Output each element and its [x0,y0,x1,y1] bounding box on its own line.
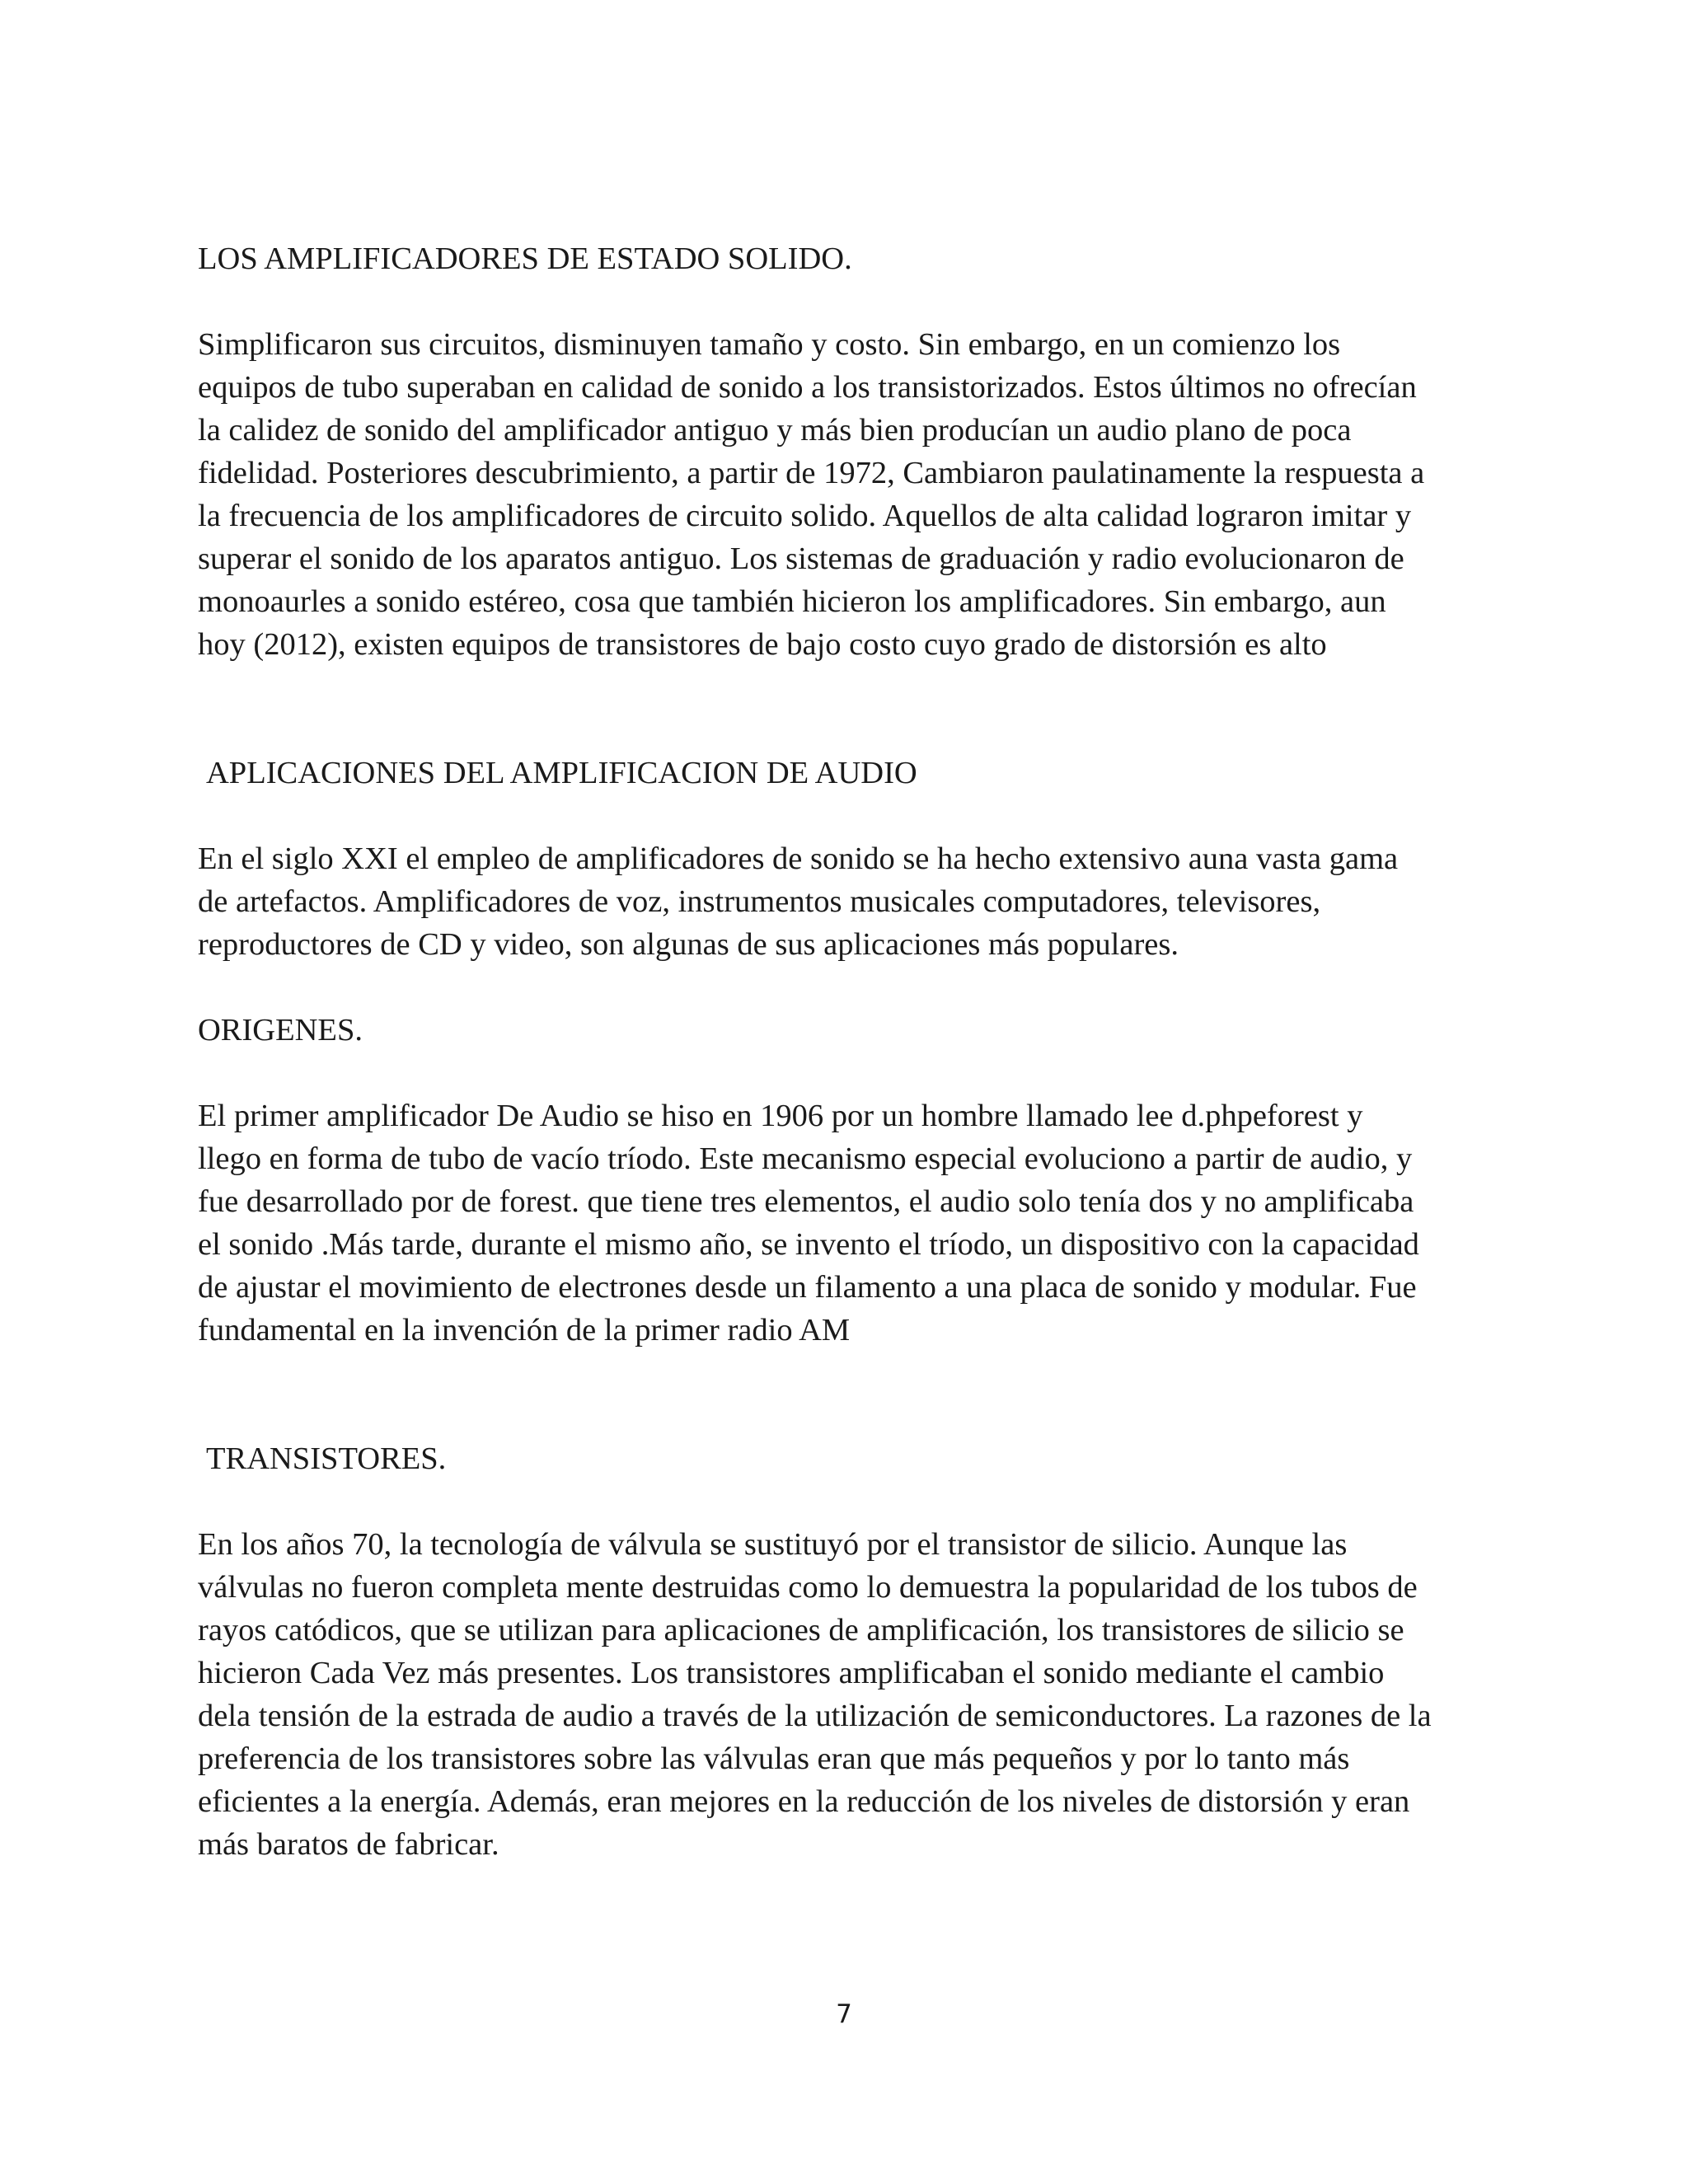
text-line: válvulas no fueron completa mente destruidas como lo demuestra la popularidad de los tubos de [198,1570,1418,1605]
section-heading-transistores: TRANSISTORES. [206,1441,447,1476]
text-line: fundamental en la invención de la primer radio AM [198,1313,851,1347]
paragraph-estado-solido [198,323,1500,666]
page-content [198,237,1500,1866]
text-line: fidelidad. Posteriores descubrimiento, a partir de 1972, Cambiaron paulatinamente la respuesta a [198,456,1425,490]
spacer [198,666,1500,752]
section-heading-aplicaciones: APLICACIONES DEL AMPLIFICACION DE AUDIO [206,756,917,790]
text-line: monoaurles a sonido estéreo, cosa que también hicieron los amplificadores. Sin embargo, aun [198,584,1386,619]
paragraph-aplicaciones [198,837,1500,966]
text-line: la frecuencia de los amplificadores de circuito solido. Aquellos de alta calidad lograron imitar y [198,499,1412,533]
text-line: equipos de tubo superaban en calidad de sonido a los transistorizados. Estos últimos no ofrecían [198,370,1417,405]
text-line: eficientes a la energía. Además, eran mejores en la reducción de los niveles de distorsión y eran [198,1784,1410,1819]
text-line: El primer amplificador De Audio se hiso en 1906 por un hombre llamado lee d.phpeforest y [198,1099,1363,1133]
text-line: hoy (2012), existen equipos de transistores de bajo costo cuyo grado de distorsión es alto [198,627,1327,662]
spacer [198,1480,1500,1523]
text-line: hicieron Cada Vez más presentes. Los transistores amplificaban el sonido mediante el cambio [198,1656,1385,1690]
text-line: reproductores de CD y video, son algunas de sus aplicaciones más populares. [198,927,1179,962]
text-line: el sonido .Más tarde, durante el mismo año, se invento el tríodo, un dispositivo con la capacidad [198,1227,1419,1262]
text-line: fue desarrollado por de forest. que tiene tres elementos, el audio solo tenía dos y no amplificaba [198,1184,1414,1219]
text-line: rayos catódicos, que se utilizan para aplicaciones de amplificación, los transistores de silicio se [198,1613,1404,1647]
paragraph-origenes [198,1094,1500,1352]
spacer [198,280,1500,323]
text-line: En los años 70, la tecnología de válvula se sustituyó por el transistor de silicio. Aunque las [198,1527,1348,1562]
section-heading-estado-solido: LOS AMPLIFICADORES DE ESTADO SOLIDO. [198,241,852,276]
spacer [198,1352,1500,1437]
text-line: más baratos de fabricar. [198,1827,499,1862]
text-line: preferencia de los transistores sobre las válvulas eran que más pequeños y por lo tanto más [198,1741,1350,1776]
text-line: superar el sonido de los aparatos antiguo. Los sistemas de graduación y radio evolucionaron de [198,541,1404,576]
text-line: de artefactos. Amplificadores de voz, instrumentos musicales computadores, televisores, [198,884,1321,919]
text-line: llego en forma de tubo de vacío tríodo. Este mecanismo especial evoluciono a partir de audio, y [198,1141,1413,1176]
spacer [198,1052,1500,1094]
page-number: 7 [836,1999,852,2029]
spacer [198,966,1500,1009]
text-line: dela tensión de la estrada de audio a través de la utilización de semiconductores. La razones de la [198,1699,1432,1733]
section-heading-origenes: ORIGENES. [198,1013,363,1047]
spacer [198,794,1500,837]
paragraph-transistores [198,1523,1500,1866]
text-line: Simplificaron sus circuitos, disminuyen tamaño y costo. Sin embargo, en un comienzo los [198,327,1341,362]
text-line: la calidez de sonido del amplificador antiguo y más bien producían un audio plano de poca [198,413,1352,448]
text-line: En el siglo XXI el empleo de amplificadores de sonido se ha hecho extensivo auna vasta gama [198,841,1399,876]
text-line: de ajustar el movimiento de electrones desde un filamento a una placa de sonido y modular. Fue [198,1270,1417,1305]
